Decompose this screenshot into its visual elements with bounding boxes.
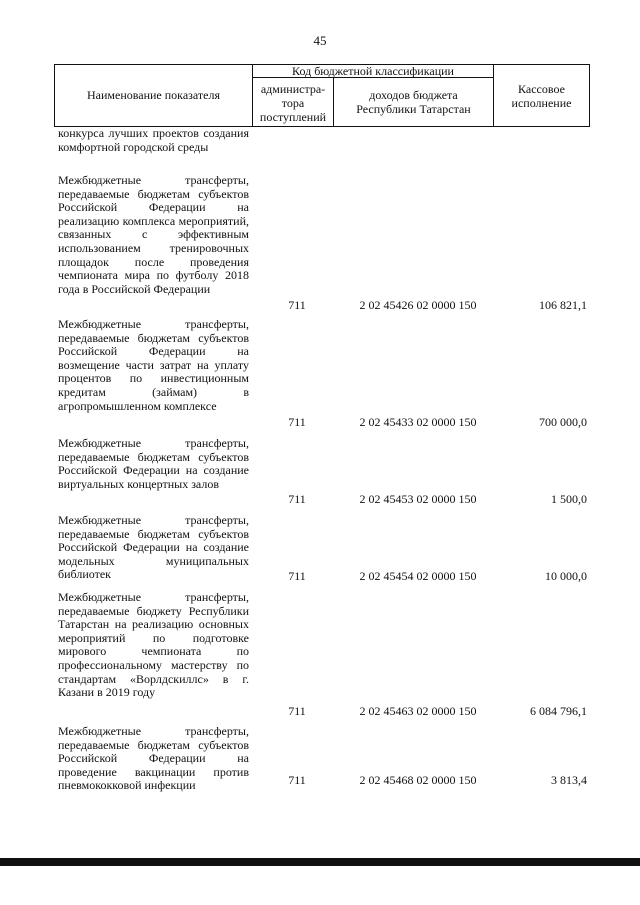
row-indicator-name: Межбюджетные трансферты, передаваемые бюджету Республики Татарстан на реализацию основных мероприятий по подготовке мирового чемпионата по профессиональному мастерству по стандартам «Ворлдскиллс» в г. Казани в 2019 году	[58, 590, 249, 700]
row-indicator-name: Межбюджетные трансферты, передаваемые бюджетам субъектов Российской Федерации на проведение вакцинации против пневмококковой инфекции	[58, 724, 249, 793]
header-code-group: Код бюджетной классификации	[292, 64, 454, 78]
header-income-column	[334, 88, 493, 116]
row-amount: 10 000,0	[545, 569, 587, 583]
row-admin-code: 711	[288, 492, 306, 506]
row-income-code: 2 02 45426 02 0000 150	[359, 298, 477, 312]
header-income-line-1: доходов бюджета	[369, 88, 458, 102]
scan-bottom-edge	[0, 858, 640, 866]
header-amount-line-2: исполнение	[511, 96, 572, 110]
row-admin-code: 711	[288, 298, 306, 312]
header-admin-line-1: администра-	[260, 82, 326, 96]
row-indicator-name: Межбюджетные трансферты, передаваемые бюджетам субъектов Российской Федерации на возмещение части затрат на уплату процентов по инвестиционным кредитам (займам) в агропромышленном комплексе	[58, 317, 249, 413]
row-indicator-name: Межбюджетные трансферты, передаваемые бюджетам субъектов Российской Федерации на создание виртуальных концертных залов	[58, 436, 249, 491]
row-amount: 106 821,1	[539, 298, 587, 312]
row-income-code: 2 02 45433 02 0000 150	[359, 415, 477, 429]
header-name-column: Наименование показателя	[87, 88, 220, 102]
header-admin-line-2: тора	[281, 96, 305, 110]
row-amount: 700 000,0	[539, 415, 587, 429]
row-amount: 3 813,4	[551, 773, 587, 787]
row-amount: 1 500,0	[551, 492, 587, 506]
row-indicator-name: Межбюджетные трансферты, передаваемые бюджетам субъектов Российской Федерации на реализацию комплекса мероприятий, связанных с эффективным использованием тренировочных площадок после проведения чемпионата мира по футболу 2018 года в Российской Федерации	[58, 173, 249, 296]
row-income-code: 2 02 45468 02 0000 150	[359, 773, 477, 787]
row-admin-code: 711	[288, 773, 306, 787]
header-income-line-2: Республики Татарстан	[356, 102, 471, 116]
header-amount-column	[494, 82, 589, 110]
row-indicator-name: конкурса лучших проектов создания комфортной городской среды	[58, 126, 249, 154]
row-admin-code: 711	[288, 569, 306, 583]
row-admin-code: 711	[288, 415, 306, 429]
row-income-code: 2 02 45454 02 0000 150	[359, 569, 477, 583]
header-admin-column	[253, 82, 333, 124]
header-amount-line-1: Кассовое	[518, 82, 565, 96]
row-admin-code: 711	[288, 704, 306, 718]
row-indicator-name: Межбюджетные трансферты, передаваемые бюджетам субъектов Российской Федерации на создание модельных муниципальных библиотек	[58, 513, 249, 582]
row-income-code: 2 02 45463 02 0000 150	[359, 704, 477, 718]
row-income-code: 2 02 45453 02 0000 150	[359, 492, 477, 506]
page-number: 45	[313, 33, 327, 48]
header-right-border	[589, 64, 590, 127]
header-admin-line-3: поступлений	[259, 110, 327, 124]
row-amount: 6 084 796,1	[530, 704, 587, 718]
